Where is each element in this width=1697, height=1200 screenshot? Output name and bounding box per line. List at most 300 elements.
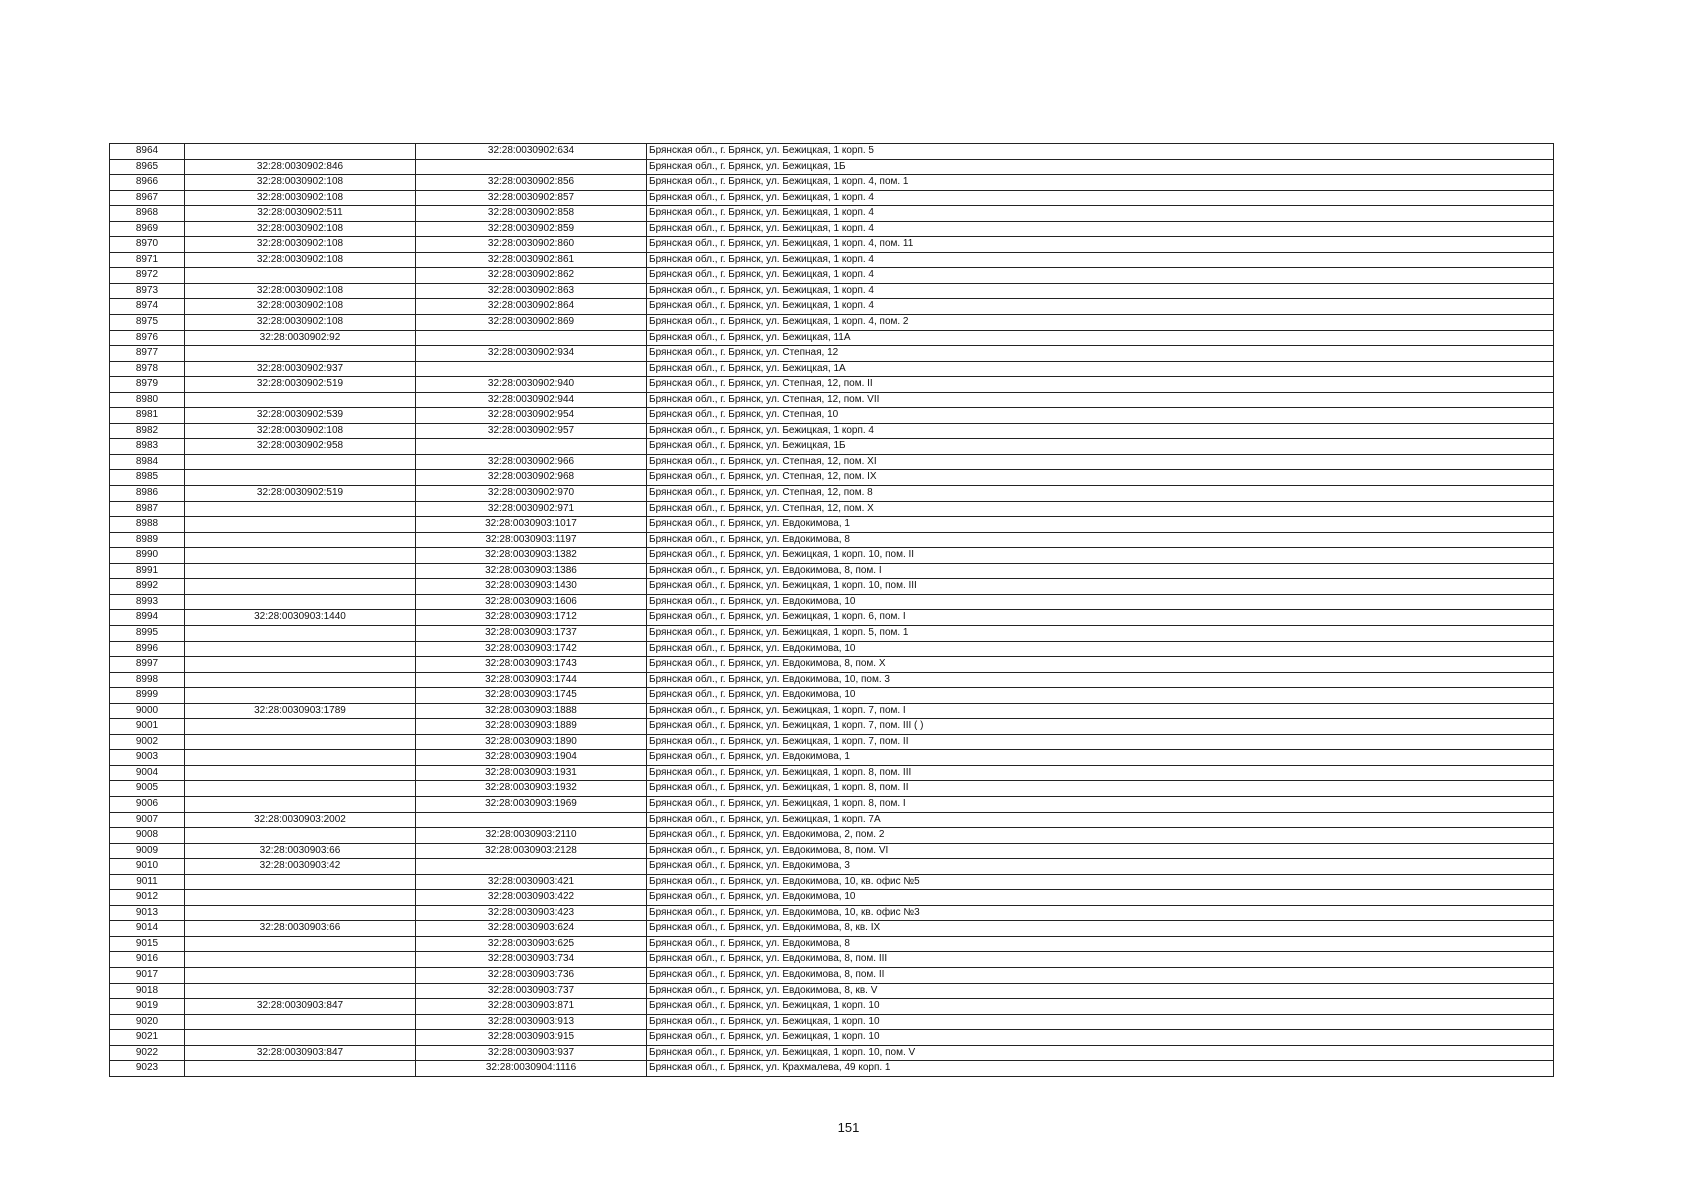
row-number-cell: 9005	[110, 781, 185, 797]
address-cell: Брянская обл., г. Брянск, ул. Бежицкая, 1 корп. 7А	[647, 812, 1554, 828]
land-cadastral-number-cell	[185, 563, 416, 579]
table-row	[110, 268, 1554, 284]
land-cadastral-number-cell	[185, 781, 416, 797]
object-cadastral-number-cell: 32:28:0030903:1197	[416, 532, 647, 548]
address-cell: Брянская обл., г. Брянск, ул. Бежицкая, 1 корп. 4, пом. 1	[647, 175, 1554, 191]
object-cadastral-number-cell: 32:28:0030903:421	[416, 874, 647, 890]
land-cadastral-number-cell	[185, 952, 416, 968]
object-cadastral-number-cell: 32:28:0030902:864	[416, 299, 647, 315]
address-cell: Брянская обл., г. Брянск, ул. Евдокимова, 8, кв. V	[647, 983, 1554, 999]
land-cadastral-number-cell	[185, 548, 416, 564]
row-number-cell: 8969	[110, 221, 185, 237]
table-row	[110, 237, 1554, 253]
land-cadastral-number-cell	[185, 967, 416, 983]
land-cadastral-number-cell	[185, 1030, 416, 1046]
address-cell: Брянская обл., г. Брянск, ул. Бежицкая, 1 корп. 7, пом. II	[647, 734, 1554, 750]
table-row	[110, 299, 1554, 315]
row-number-cell: 8980	[110, 392, 185, 408]
address-cell: Брянская обл., г. Брянск, ул. Бежицкая, 1 корп. 8, пом. II	[647, 781, 1554, 797]
object-cadastral-number-cell: 32:28:0030902:966	[416, 454, 647, 470]
address-cell: Брянская обл., г. Брянск, ул. Степная, 12, пом. IX	[647, 470, 1554, 486]
object-cadastral-number-cell: 32:28:0030903:1430	[416, 579, 647, 595]
table-row	[110, 890, 1554, 906]
object-cadastral-number-cell: 32:28:0030903:1904	[416, 750, 647, 766]
object-cadastral-number-cell: 32:28:0030903:736	[416, 967, 647, 983]
registry-table	[109, 143, 1554, 1077]
land-cadastral-number-cell: 32:28:0030902:108	[185, 283, 416, 299]
object-cadastral-number-cell: 32:28:0030903:625	[416, 936, 647, 952]
address-cell: Брянская обл., г. Брянск, ул. Евдокимова, 8, пом. VI	[647, 843, 1554, 859]
object-cadastral-number-cell: 32:28:0030902:968	[416, 470, 647, 486]
land-cadastral-number-cell	[185, 641, 416, 657]
table-row	[110, 734, 1554, 750]
row-number-cell: 8976	[110, 330, 185, 346]
table-row	[110, 952, 1554, 968]
address-cell: Брянская обл., г. Брянск, ул. Евдокимова, 8, пом. X	[647, 657, 1554, 673]
object-cadastral-number-cell: 32:28:0030903:1932	[416, 781, 647, 797]
land-cadastral-number-cell: 32:28:0030903:847	[185, 1045, 416, 1061]
land-cadastral-number-cell: 32:28:0030902:539	[185, 408, 416, 424]
table-row	[110, 967, 1554, 983]
address-cell: Брянская обл., г. Брянск, ул. Евдокимова, 8, пом. I	[647, 563, 1554, 579]
object-cadastral-number-cell: 32:28:0030902:940	[416, 377, 647, 393]
object-cadastral-number-cell: 32:28:0030903:1743	[416, 657, 647, 673]
land-cadastral-number-cell: 32:28:0030902:108	[185, 252, 416, 268]
address-cell: Брянская обл., г. Брянск, ул. Бежицкая, 1 корп. 4	[647, 299, 1554, 315]
table-row	[110, 610, 1554, 626]
row-number-cell: 8975	[110, 315, 185, 331]
row-number-cell: 8964	[110, 144, 185, 160]
table-row	[110, 423, 1554, 439]
land-cadastral-number-cell: 32:28:0030902:519	[185, 377, 416, 393]
row-number-cell: 8996	[110, 641, 185, 657]
row-number-cell: 8981	[110, 408, 185, 424]
row-number-cell: 8967	[110, 190, 185, 206]
object-cadastral-number-cell: 32:28:0030903:871	[416, 999, 647, 1015]
address-cell: Брянская обл., г. Брянск, ул. Степная, 12, пом. 8	[647, 486, 1554, 502]
row-number-cell: 9020	[110, 1014, 185, 1030]
row-number-cell: 8993	[110, 594, 185, 610]
object-cadastral-number-cell: 32:28:0030903:1606	[416, 594, 647, 610]
table-row	[110, 859, 1554, 875]
table-row	[110, 781, 1554, 797]
address-cell: Брянская обл., г. Брянск, ул. Евдокимова, 8, пом. II	[647, 967, 1554, 983]
row-number-cell: 9012	[110, 890, 185, 906]
row-number-cell: 8968	[110, 206, 185, 222]
land-cadastral-number-cell	[185, 470, 416, 486]
table-row	[110, 905, 1554, 921]
address-cell: Брянская обл., г. Брянск, ул. Евдокимова, 2, пом. 2	[647, 828, 1554, 844]
row-number-cell: 8979	[110, 377, 185, 393]
object-cadastral-number-cell: 32:28:0030903:1742	[416, 641, 647, 657]
object-cadastral-number-cell: 32:28:0030903:624	[416, 921, 647, 937]
object-cadastral-number-cell: 32:28:0030903:1890	[416, 734, 647, 750]
land-cadastral-number-cell: 32:28:0030903:2002	[185, 812, 416, 828]
land-cadastral-number-cell: 32:28:0030902:511	[185, 206, 416, 222]
object-cadastral-number-cell	[416, 812, 647, 828]
land-cadastral-number-cell: 32:28:0030902:108	[185, 423, 416, 439]
object-cadastral-number-cell: 32:28:0030903:915	[416, 1030, 647, 1046]
table-row	[110, 470, 1554, 486]
table-row	[110, 486, 1554, 502]
address-cell: Брянская обл., г. Брянск, ул. Евдокимова, 8	[647, 532, 1554, 548]
address-cell: Брянская обл., г. Брянск, ул. Бежицкая, 1 корп. 4	[647, 283, 1554, 299]
row-number-cell: 9009	[110, 843, 185, 859]
object-cadastral-number-cell	[416, 361, 647, 377]
object-cadastral-number-cell: 32:28:0030903:737	[416, 983, 647, 999]
table-row	[110, 936, 1554, 952]
table-row	[110, 221, 1554, 237]
object-cadastral-number-cell: 32:28:0030902:859	[416, 221, 647, 237]
table-row	[110, 874, 1554, 890]
address-cell: Брянская обл., г. Брянск, ул. Евдокимова, 10, пом. 3	[647, 672, 1554, 688]
row-number-cell: 9021	[110, 1030, 185, 1046]
land-cadastral-number-cell	[185, 936, 416, 952]
table-row	[110, 454, 1554, 470]
land-cadastral-number-cell: 32:28:0030903:1789	[185, 703, 416, 719]
land-cadastral-number-cell	[185, 454, 416, 470]
object-cadastral-number-cell: 32:28:0030903:1888	[416, 703, 647, 719]
address-cell: Брянская обл., г. Брянск, ул. Евдокимова, 10	[647, 688, 1554, 704]
address-cell: Брянская обл., г. Брянск, ул. Степная, 12, пом. X	[647, 501, 1554, 517]
object-cadastral-number-cell: 32:28:0030902:862	[416, 268, 647, 284]
land-cadastral-number-cell	[185, 594, 416, 610]
land-cadastral-number-cell: 32:28:0030902:92	[185, 330, 416, 346]
address-cell: Брянская обл., г. Брянск, ул. Бежицкая, 1А	[647, 361, 1554, 377]
object-cadastral-number-cell: 32:28:0030903:1712	[416, 610, 647, 626]
address-cell: Брянская обл., г. Брянск, ул. Степная, 12, пом. II	[647, 377, 1554, 393]
object-cadastral-number-cell	[416, 330, 647, 346]
address-cell: Брянская обл., г. Брянск, ул. Бежицкая, 1 корп. 4	[647, 423, 1554, 439]
row-number-cell: 9014	[110, 921, 185, 937]
object-cadastral-number-cell: 32:28:0030903:1969	[416, 796, 647, 812]
table-row	[110, 750, 1554, 766]
address-cell: Брянская обл., г. Брянск, ул. Евдокимова, 3	[647, 859, 1554, 875]
table-row	[110, 361, 1554, 377]
land-cadastral-number-cell	[185, 1061, 416, 1077]
row-number-cell: 8989	[110, 532, 185, 548]
land-cadastral-number-cell	[185, 625, 416, 641]
table-row	[110, 408, 1554, 424]
land-cadastral-number-cell	[185, 688, 416, 704]
row-number-cell: 9000	[110, 703, 185, 719]
land-cadastral-number-cell	[185, 734, 416, 750]
land-cadastral-number-cell	[185, 765, 416, 781]
land-cadastral-number-cell: 32:28:0030902:937	[185, 361, 416, 377]
land-cadastral-number-cell: 32:28:0030903:1440	[185, 610, 416, 626]
table-row	[110, 921, 1554, 937]
land-cadastral-number-cell	[185, 657, 416, 673]
address-cell: Брянская обл., г. Брянск, ул. Бежицкая, 1 корп. 4	[647, 268, 1554, 284]
row-number-cell: 9004	[110, 765, 185, 781]
table-row	[110, 657, 1554, 673]
address-cell: Брянская обл., г. Брянск, ул. Евдокимова, 10	[647, 641, 1554, 657]
row-number-cell: 8982	[110, 423, 185, 439]
address-cell: Брянская обл., г. Брянск, ул. Бежицкая, 1 корп. 4, пом. 11	[647, 237, 1554, 253]
object-cadastral-number-cell: 32:28:0030902:858	[416, 206, 647, 222]
address-cell: Брянская обл., г. Брянск, ул. Бежицкая, 1 корп. 4, пом. 2	[647, 315, 1554, 331]
table-row	[110, 315, 1554, 331]
land-cadastral-number-cell	[185, 501, 416, 517]
row-number-cell: 9015	[110, 936, 185, 952]
table-row	[110, 563, 1554, 579]
object-cadastral-number-cell: 32:28:0030903:1744	[416, 672, 647, 688]
address-cell: Брянская обл., г. Брянск, ул. Евдокимова, 1	[647, 750, 1554, 766]
object-cadastral-number-cell: 32:28:0030903:1745	[416, 688, 647, 704]
land-cadastral-number-cell: 32:28:0030903:847	[185, 999, 416, 1015]
row-number-cell: 9003	[110, 750, 185, 766]
address-cell: Брянская обл., г. Брянск, ул. Бежицкая, 1 корп. 10	[647, 1030, 1554, 1046]
table-row	[110, 377, 1554, 393]
table-row	[110, 765, 1554, 781]
object-cadastral-number-cell: 32:28:0030903:1017	[416, 517, 647, 533]
address-cell: Брянская обл., г. Брянск, ул. Степная, 12	[647, 346, 1554, 362]
object-cadastral-number-cell: 32:28:0030903:1931	[416, 765, 647, 781]
object-cadastral-number-cell: 32:28:0030903:2128	[416, 843, 647, 859]
row-number-cell: 9017	[110, 967, 185, 983]
row-number-cell: 9013	[110, 905, 185, 921]
land-cadastral-number-cell	[185, 983, 416, 999]
address-cell: Брянская обл., г. Брянск, ул. Бежицкая, 11А	[647, 330, 1554, 346]
land-cadastral-number-cell: 32:28:0030902:958	[185, 439, 416, 455]
land-cadastral-number-cell: 32:28:0030902:846	[185, 159, 416, 175]
table-row	[110, 175, 1554, 191]
object-cadastral-number-cell: 32:28:0030902:869	[416, 315, 647, 331]
address-cell: Брянская обл., г. Брянск, ул. Бежицкая, 1 корп. 10	[647, 999, 1554, 1015]
table-row	[110, 703, 1554, 719]
table-row	[110, 983, 1554, 999]
land-cadastral-number-cell	[185, 672, 416, 688]
row-number-cell: 8998	[110, 672, 185, 688]
table-row	[110, 641, 1554, 657]
object-cadastral-number-cell: 32:28:0030902:861	[416, 252, 647, 268]
row-number-cell: 9011	[110, 874, 185, 890]
land-cadastral-number-cell	[185, 1014, 416, 1030]
land-cadastral-number-cell: 32:28:0030902:108	[185, 315, 416, 331]
object-cadastral-number-cell: 32:28:0030903:1889	[416, 719, 647, 735]
row-number-cell: 9007	[110, 812, 185, 828]
land-cadastral-number-cell	[185, 828, 416, 844]
row-number-cell: 9008	[110, 828, 185, 844]
land-cadastral-number-cell	[185, 796, 416, 812]
table-row	[110, 206, 1554, 222]
land-cadastral-number-cell: 32:28:0030902:108	[185, 237, 416, 253]
row-number-cell: 8990	[110, 548, 185, 564]
table-row	[110, 828, 1554, 844]
table-row	[110, 517, 1554, 533]
object-cadastral-number-cell: 32:28:0030902:857	[416, 190, 647, 206]
table-row	[110, 1030, 1554, 1046]
object-cadastral-number-cell: 32:28:0030903:1737	[416, 625, 647, 641]
address-cell: Брянская обл., г. Брянск, ул. Евдокимова, 10, кв. офис №5	[647, 874, 1554, 890]
land-cadastral-number-cell: 32:28:0030902:108	[185, 190, 416, 206]
land-cadastral-number-cell: 32:28:0030902:108	[185, 221, 416, 237]
table-row	[110, 579, 1554, 595]
row-number-cell: 9010	[110, 859, 185, 875]
row-number-cell: 8977	[110, 346, 185, 362]
address-cell: Брянская обл., г. Брянск, ул. Бежицкая, 1 корп. 4	[647, 252, 1554, 268]
object-cadastral-number-cell: 32:28:0030902:971	[416, 501, 647, 517]
page-number: 151	[837, 1120, 860, 1135]
address-cell: Брянская обл., г. Брянск, ул. Евдокимова, 8, кв. IX	[647, 921, 1554, 937]
table-row	[110, 625, 1554, 641]
address-cell: Брянская обл., г. Брянск, ул. Бежицкая, 1 корп. 8, пом. I	[647, 796, 1554, 812]
table-row	[110, 843, 1554, 859]
land-cadastral-number-cell	[185, 532, 416, 548]
table-row	[110, 594, 1554, 610]
row-number-cell: 9002	[110, 734, 185, 750]
object-cadastral-number-cell	[416, 439, 647, 455]
land-cadastral-number-cell: 32:28:0030902:108	[185, 299, 416, 315]
address-cell: Брянская обл., г. Брянск, ул. Бежицкая, 1 корп. 10, пом. III	[647, 579, 1554, 595]
object-cadastral-number-cell: 32:28:0030902:634	[416, 144, 647, 160]
row-number-cell: 8974	[110, 299, 185, 315]
table-row	[110, 548, 1554, 564]
address-cell: Брянская обл., г. Брянск, ул. Бежицкая, 1 корп. 8, пом. III	[647, 765, 1554, 781]
row-number-cell: 8978	[110, 361, 185, 377]
row-number-cell: 8984	[110, 454, 185, 470]
table-row	[110, 1061, 1554, 1077]
row-number-cell: 8970	[110, 237, 185, 253]
table-row	[110, 796, 1554, 812]
table-row	[110, 672, 1554, 688]
row-number-cell: 8987	[110, 501, 185, 517]
land-cadastral-number-cell: 32:28:0030903:66	[185, 921, 416, 937]
land-cadastral-number-cell: 32:28:0030902:108	[185, 175, 416, 191]
row-number-cell: 9022	[110, 1045, 185, 1061]
table-row	[110, 1045, 1554, 1061]
address-cell: Брянская обл., г. Брянск, ул. Бежицкая, 1 корп. 5	[647, 144, 1554, 160]
row-number-cell: 9016	[110, 952, 185, 968]
table-row	[110, 346, 1554, 362]
land-cadastral-number-cell	[185, 346, 416, 362]
object-cadastral-number-cell: 32:28:0030903:937	[416, 1045, 647, 1061]
row-number-cell: 8995	[110, 625, 185, 641]
table-row	[110, 144, 1554, 160]
object-cadastral-number-cell: 32:28:0030902:934	[416, 346, 647, 362]
land-cadastral-number-cell	[185, 750, 416, 766]
table-row	[110, 439, 1554, 455]
object-cadastral-number-cell: 32:28:0030902:944	[416, 392, 647, 408]
object-cadastral-number-cell: 32:28:0030903:913	[416, 1014, 647, 1030]
table-row	[110, 252, 1554, 268]
land-cadastral-number-cell	[185, 392, 416, 408]
table-row	[110, 999, 1554, 1015]
row-number-cell: 8988	[110, 517, 185, 533]
land-cadastral-number-cell: 32:28:0030902:519	[185, 486, 416, 502]
land-cadastral-number-cell	[185, 268, 416, 284]
address-cell: Брянская обл., г. Брянск, ул. Бежицкая, 1 корп. 6, пом. I	[647, 610, 1554, 626]
object-cadastral-number-cell: 32:28:0030902:863	[416, 283, 647, 299]
object-cadastral-number-cell: 32:28:0030902:957	[416, 423, 647, 439]
address-cell: Брянская обл., г. Брянск, ул. Бежицкая, 1 корп. 7, пом. III ( )	[647, 719, 1554, 735]
row-number-cell: 8965	[110, 159, 185, 175]
address-cell: Брянская обл., г. Брянск, ул. Степная, 10	[647, 408, 1554, 424]
row-number-cell: 9006	[110, 796, 185, 812]
address-cell: Брянская обл., г. Брянск, ул. Евдокимова, 10	[647, 594, 1554, 610]
address-cell: Брянская обл., г. Брянск, ул. Степная, 12, пом. XI	[647, 454, 1554, 470]
land-cadastral-number-cell: 32:28:0030903:42	[185, 859, 416, 875]
row-number-cell: 9018	[110, 983, 185, 999]
address-cell: Брянская обл., г. Брянск, ул. Бежицкая, 1Б	[647, 439, 1554, 455]
address-cell: Брянская обл., г. Брянск, ул. Евдокимова, 8, пом. III	[647, 952, 1554, 968]
object-cadastral-number-cell: 32:28:0030903:423	[416, 905, 647, 921]
row-number-cell: 9023	[110, 1061, 185, 1077]
row-number-cell: 8983	[110, 439, 185, 455]
address-cell: Брянская обл., г. Брянск, ул. Евдокимова, 10, кв. офис №3	[647, 905, 1554, 921]
address-cell: Брянская обл., г. Брянск, ул. Евдокимова, 8	[647, 936, 1554, 952]
row-number-cell: 8997	[110, 657, 185, 673]
table-row	[110, 190, 1554, 206]
address-cell: Брянская обл., г. Брянск, ул. Бежицкая, 1 корп. 7, пом. I	[647, 703, 1554, 719]
row-number-cell: 8992	[110, 579, 185, 595]
row-number-cell: 8994	[110, 610, 185, 626]
object-cadastral-number-cell: 32:28:0030903:2110	[416, 828, 647, 844]
row-number-cell: 8999	[110, 688, 185, 704]
object-cadastral-number-cell	[416, 159, 647, 175]
address-cell: Брянская обл., г. Брянск, ул. Бежицкая, 1 корп. 4	[647, 221, 1554, 237]
row-number-cell: 8972	[110, 268, 185, 284]
object-cadastral-number-cell: 32:28:0030903:1386	[416, 563, 647, 579]
object-cadastral-number-cell: 32:28:0030902:860	[416, 237, 647, 253]
land-cadastral-number-cell	[185, 517, 416, 533]
address-cell: Брянская обл., г. Брянск, ул. Бежицкая, 1 корп. 4	[647, 190, 1554, 206]
land-cadastral-number-cell	[185, 874, 416, 890]
table-row	[110, 688, 1554, 704]
row-number-cell: 9001	[110, 719, 185, 735]
address-cell: Брянская обл., г. Брянск, ул. Степная, 12, пом. VII	[647, 392, 1554, 408]
address-cell: Брянская обл., г. Брянск, ул. Бежицкая, 1 корп. 10	[647, 1014, 1554, 1030]
table-row	[110, 719, 1554, 735]
table-row	[110, 1014, 1554, 1030]
address-cell: Брянская обл., г. Брянск, ул. Евдокимова, 10	[647, 890, 1554, 906]
table-row	[110, 501, 1554, 517]
land-cadastral-number-cell	[185, 719, 416, 735]
object-cadastral-number-cell: 32:28:0030902:954	[416, 408, 647, 424]
address-cell: Брянская обл., г. Брянск, ул. Бежицкая, 1 корп. 5, пом. 1	[647, 625, 1554, 641]
address-cell: Брянская обл., г. Брянск, ул. Бежицкая, 1 корп. 4	[647, 206, 1554, 222]
table-row	[110, 330, 1554, 346]
object-cadastral-number-cell: 32:28:0030903:1382	[416, 548, 647, 564]
land-cadastral-number-cell	[185, 890, 416, 906]
address-cell: Брянская обл., г. Брянск, ул. Евдокимова, 1	[647, 517, 1554, 533]
object-cadastral-number-cell: 32:28:0030903:422	[416, 890, 647, 906]
land-cadastral-number-cell	[185, 144, 416, 160]
row-number-cell: 9019	[110, 999, 185, 1015]
table-row	[110, 159, 1554, 175]
land-cadastral-number-cell	[185, 905, 416, 921]
address-cell: Брянская обл., г. Брянск, ул. Бежицкая, 1Б	[647, 159, 1554, 175]
table-row	[110, 812, 1554, 828]
row-number-cell: 8985	[110, 470, 185, 486]
row-number-cell: 8966	[110, 175, 185, 191]
address-cell: Брянская обл., г. Брянск, ул. Крахмалева, 49 корп. 1	[647, 1061, 1554, 1077]
object-cadastral-number-cell: 32:28:0030903:734	[416, 952, 647, 968]
row-number-cell: 8971	[110, 252, 185, 268]
registry-table-body	[110, 144, 1554, 1077]
row-number-cell: 8991	[110, 563, 185, 579]
object-cadastral-number-cell	[416, 859, 647, 875]
row-number-cell: 8986	[110, 486, 185, 502]
object-cadastral-number-cell: 32:28:0030904:1116	[416, 1061, 647, 1077]
object-cadastral-number-cell: 32:28:0030902:970	[416, 486, 647, 502]
land-cadastral-number-cell	[185, 579, 416, 595]
row-number-cell: 8973	[110, 283, 185, 299]
land-cadastral-number-cell: 32:28:0030903:66	[185, 843, 416, 859]
address-cell: Брянская обл., г. Брянск, ул. Бежицкая, 1 корп. 10, пом. II	[647, 548, 1554, 564]
table-row	[110, 283, 1554, 299]
table-row	[110, 392, 1554, 408]
